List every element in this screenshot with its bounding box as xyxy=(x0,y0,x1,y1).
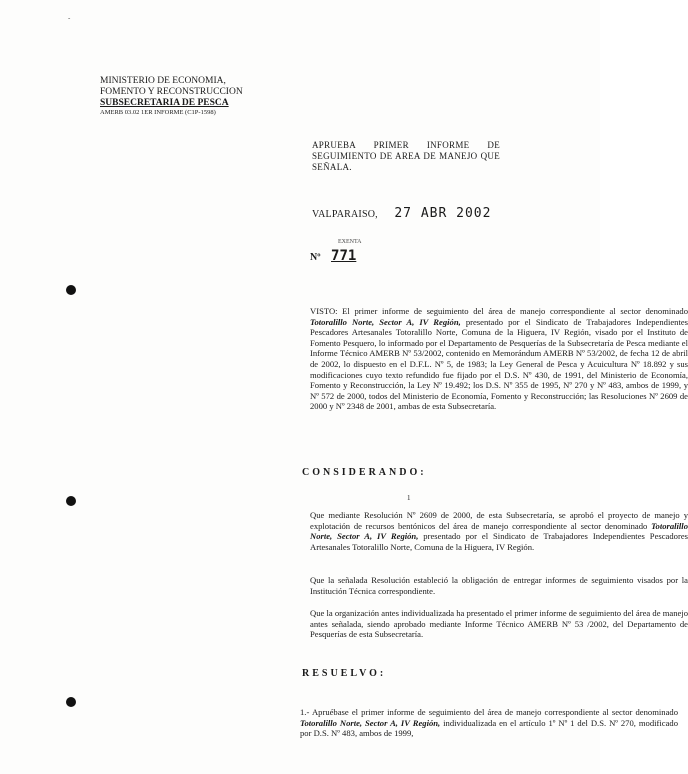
resuelvo-paragraph-1 xyxy=(120,707,678,739)
punch-hole xyxy=(66,285,76,295)
punch-hole xyxy=(66,496,76,506)
ministry-name: MINISTERIO DE ECONOMIA, xyxy=(100,76,226,86)
document-code: AMERB 03.02 1ER INFORME (C1P-1598) xyxy=(100,109,216,116)
tick-mark: 1 xyxy=(407,494,411,502)
considerando-heading: CONSIDERANDO: xyxy=(302,467,427,478)
ministry-name-cont: FOMENTO Y RECONSTRUCCION xyxy=(100,87,243,97)
sector-name: Totoralillo Norte, Sector A, IV Región, xyxy=(310,316,461,327)
c1-text: Que mediante Resolución Nº 2609 de 2000, de esta Subsecretaría, se aprobó el proyecto de manejo y explotación de recursos bentónicos del área de manejo correspondiente al sector denominado xyxy=(310,510,688,531)
considerando-paragraph-3: Que la organización antes individualizada ha presentado el primer informe de seguimiento del área de manejo antes señalada, siendo aprobado mediante Informe Técnico AMERB Nº 53 /2002, del Departamento de Pesquerías de esta Subsecretaría. xyxy=(310,608,688,640)
c1-text-cont: presentado por el Sindicato de Trabajadores Independientes Pescadores Artesanales Totoralillo Norte, Comuna de la Higuera, IV Región. xyxy=(310,531,688,552)
number-value: 771 xyxy=(331,248,357,264)
r1-text: 1.- Apruébase el primer informe de seguimiento del área de manejo correspondiente al sector denominado xyxy=(300,707,678,717)
resolution-summary: APRUEBA PRIMER INFORME DE SEGUIMIENTO DE AREA DE MANEJO QUE SEÑALA. xyxy=(312,140,500,172)
sector-name: Totoralillo Norte, Sector A, IV Región, xyxy=(300,717,441,728)
date-stamp: 27 ABR 2002 xyxy=(394,206,492,221)
sector-name: Totoralillo Norte, Sector A, IV Región, xyxy=(310,520,688,542)
ministry-header xyxy=(100,76,243,117)
resuelvo-heading: RESUELVO: xyxy=(302,668,387,679)
visto-paragraph xyxy=(120,306,688,412)
resolution-number xyxy=(310,239,362,264)
visto-text: VISTO: El primer informe de seguimiento del área de manejo correspondiente al sector denominado xyxy=(310,306,688,316)
considerando-paragraph-2: Que la señalada Resolución estableció la obligación de entregar informes de seguimiento visados por la Institución Técnica correspondiente. xyxy=(310,575,688,596)
visto-text-cont: presentado por el Sindicato de Trabajadores Independientes Pescadores Artesanales Totoralillo Norte, Comuna de la Higuera, IV Región, visado por el Instituto de Fomento Pesquero, lo informado por el Departamento de Pesquerías de la Subsecretaría de Pesca mediante el Informe Técnico AMERB Nº 53/2002, contenido en Memorándum AMERB Nº 53/2002, de fecha 12 de abril de 2002, lo dispuesto en el D.F.L. Nº 5, de 1983; la Ley General de Pesca y Acuicultura Nº 18.892 y sus modificaciones cuyo texto refundido fue fijado por el D.S. Nº 430, de 1991, del Ministerio de Economía, Fomento y Reconstrucción, la Ley Nº 19.492; los D.S. Nº 355 de 1995, Nº 270 y Nº 483, ambos de 1999, y Nº 572 de 2000, todos del Ministerio de Economía, Fomento y Reconstrucción; las Resoluciones Nº 2609 de 2000 y Nº 2348 de 2001, ambas de esta Subsecretaría. xyxy=(310,316,688,412)
number-label: Nº xyxy=(310,252,321,263)
r1-text-cont: individualizada en el artículo 1º Nº 1 del D.S. Nº 270, modificado por D.S. Nº 483, ambos de 1999, xyxy=(300,717,679,739)
punch-hole xyxy=(66,697,76,707)
number-small-label: EXENTA xyxy=(338,239,362,245)
considerando-paragraph-1 xyxy=(120,510,688,552)
subsecretaria-name: SUBSECRETARIA DE PESCA xyxy=(100,98,229,108)
place: VALPARAISO, xyxy=(312,209,378,220)
place-date xyxy=(312,206,491,221)
corner-mark: - xyxy=(68,14,71,22)
